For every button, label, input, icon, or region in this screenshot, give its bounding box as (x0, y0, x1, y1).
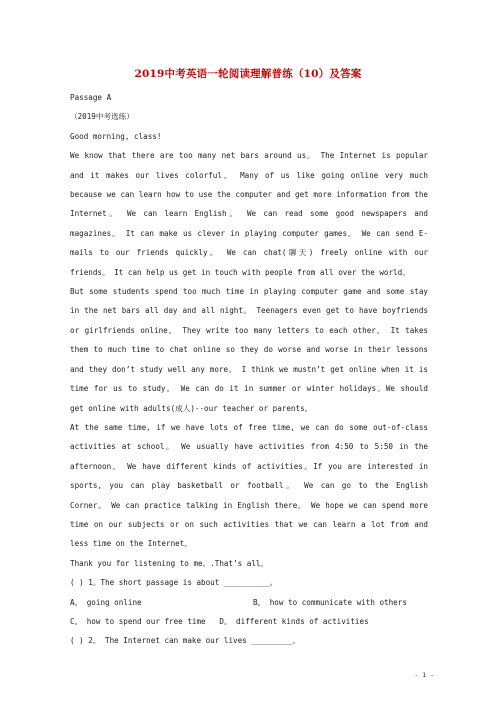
question-1: ( ) 1。The short passage is about __________。 (70, 578, 278, 588)
paragraph-3: At the same time, if we have lots of free time, we can do some out-of-class activities at school。 We usually have activities from 4:50 to 5:50 in the afternoon。 We have different kinds of activities。If you are interested in sports, you can play basketball or football。 We can go to the English Corner。 We can practice talking in English there。 We hope we can spend more time on our subjects or on such activities that we can learn a lot from and less time on the Internet。 (70, 422, 428, 549)
question-2: ( ) 2。 The Internet can make our lives _________。 (70, 636, 301, 646)
paragraph-2: But some students spend too much time in playing computer game and some stay in the net bars all day and all night。 Teenagers even get to have boyfriends or girlfriends online。 They write too many letters to each other。 It takes them to much time to chat online so they do worse and worse in their lessons and they don’t study well any more。 I think we mustn’t get online when it is time for us to study。 We can do it in summer or winter holidays。We should get online with adults(成人)--our teacher or parents。 (70, 287, 428, 413)
question-1-options-ab (70, 593, 428, 612)
option-b: B。 how to communicate with others (253, 597, 407, 607)
document-body (70, 88, 428, 651)
paragraph-1: We know that there are too many net bars around us。 The Internet is popular and it makes our lives colorful。 Many of us like going online very much because we can learn how to use the computer and get more information from the Internet。 We can learn English。 We can read some good newspapers and magazines。 It can make us clever in playing computer games。 We can send E-mails to our friends quickly。 We can chat(聊天) freely online with our friends。 It can help us get in touch with people from all over the world。 (70, 151, 428, 277)
question-1-options-cd: C。 how to spend our free time D。 different kinds of activities (70, 616, 369, 626)
document-title: 2019中考英语一轮阅读理解普练（10）及答案 (134, 68, 362, 80)
closing-line: Thank you for listening to me。.That’s all。 (70, 558, 269, 568)
option-a: A。 going online (70, 597, 142, 607)
source-note: （2019中考选练） (70, 112, 134, 122)
page-number: - 1 - (414, 671, 434, 679)
greeting: Good morning, class! (70, 131, 162, 141)
passage-label: Passage A (70, 93, 112, 102)
